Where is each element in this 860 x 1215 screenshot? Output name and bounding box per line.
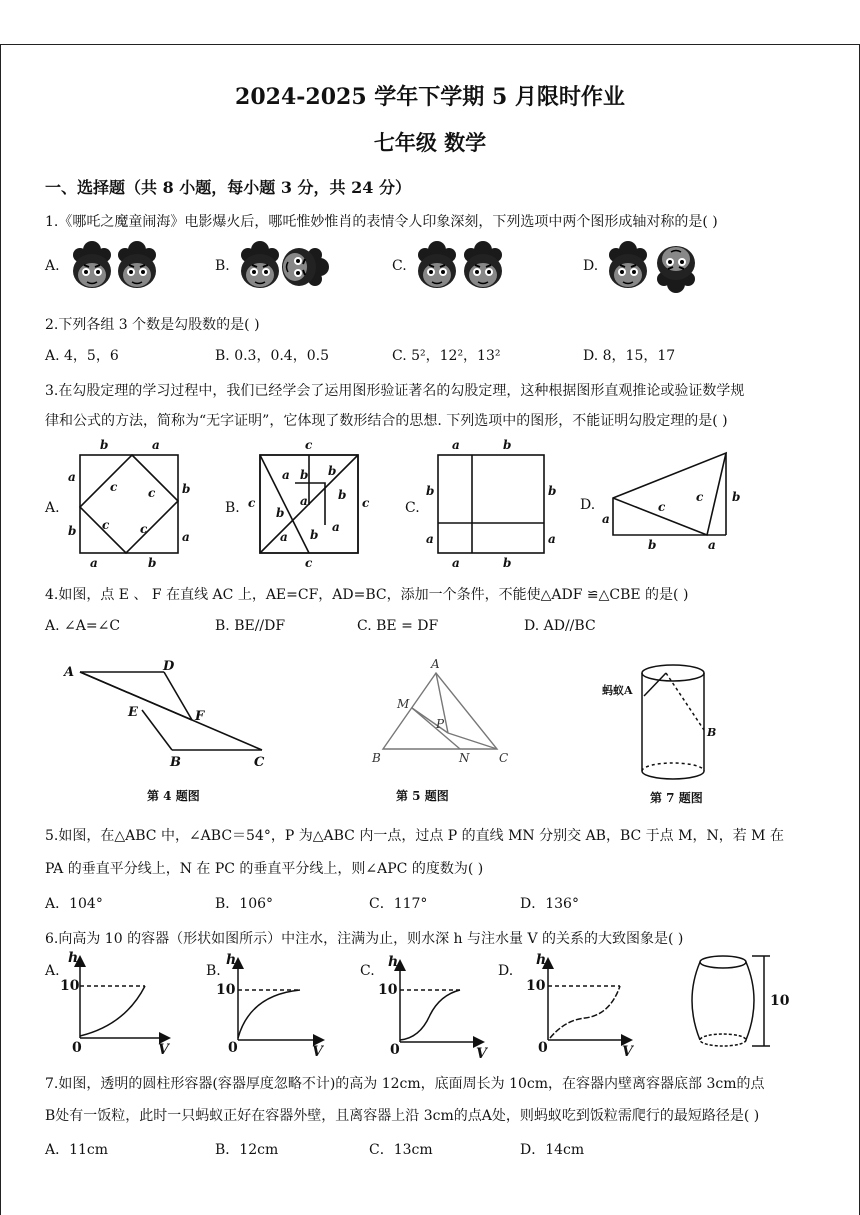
svg-text:b: b [182, 482, 191, 496]
q3-figures [0, 435, 860, 575]
face-icon-a1 [73, 241, 111, 288]
q5-option-b: B．106° [215, 896, 274, 912]
svg-text:0: 0 [538, 1040, 548, 1056]
svg-text:A: A [431, 657, 440, 671]
face-icon-d1 [609, 241, 647, 288]
svg-text:B: B [170, 755, 181, 770]
q1-option-a-label: A. [45, 258, 60, 274]
q6-option-a-label: A. [45, 963, 60, 979]
svg-text:a: a [332, 520, 340, 534]
question-3-line2: 律和公式的方法，简称为“无字证明”，它体现了数形结合的思想. 下列选项中的图形，不能证明勾股定理的是( ) [45, 413, 728, 429]
svg-text:a: a [152, 438, 160, 452]
svg-text:a: a [282, 468, 290, 482]
q1-faces-picture [0, 235, 860, 295]
q3-option-d-label: D. [580, 497, 596, 513]
face-icon-c1 [418, 241, 456, 288]
q6-graphs [0, 950, 860, 1065]
svg-text:b: b [648, 538, 657, 552]
svg-text:c: c [305, 438, 313, 452]
fig7-cylinder [642, 665, 704, 779]
svg-text:10: 10 [60, 978, 80, 994]
question-6-text: 6.向高为 10 的容器（形状如图所示）中注水，注满为止，则水深 h 与注水量 V 的关系的大致图象是( ) [45, 931, 684, 947]
fig5-caption: 第 5 题图 [396, 789, 449, 803]
svg-text:a: a [300, 494, 308, 508]
svg-text:a: a [182, 530, 190, 544]
svg-text:b: b [68, 524, 77, 538]
q3a-square [80, 455, 178, 553]
svg-text:C: C [499, 751, 509, 765]
q3a-inner-square [80, 455, 178, 553]
svg-text:B: B [372, 751, 381, 765]
svg-text:c: c [110, 480, 118, 494]
svg-text:a: a [68, 470, 76, 484]
page-subtitle: 七年级 数学 [373, 130, 487, 155]
question-5-line1: 5.如图，在△ABC 中，∠ABC＝54°，P 为△ABC 内一点，过点 P 的直线 MN 分别交 AB，BC 于点 M，N，若 M 在 [45, 828, 784, 844]
svg-text:c: c [305, 556, 313, 570]
q4-option-c: C. BE = DF [357, 618, 439, 634]
svg-text:a: a [452, 556, 460, 570]
fig7-caption: 第 7 题图 [650, 791, 703, 805]
svg-text:蚂蚁A: 蚂蚁A [602, 684, 633, 697]
svg-text:D: D [163, 659, 175, 674]
face-icon-c2 [464, 241, 502, 288]
q5-option-d: D．136° [520, 896, 579, 912]
q7-option-c: C．13cm [369, 1142, 433, 1158]
q5-option-a: A．104° [45, 896, 103, 912]
svg-text:c: c [148, 486, 156, 500]
svg-text:10: 10 [216, 982, 236, 998]
svg-text:a: a [90, 556, 98, 570]
svg-text:B: B [707, 726, 717, 739]
question-1-text: 1.《哪吒之魔童闹海》电影爆火后，哪吒惟妙惟肖的表情令人印象深刻，下列选项中两个图形成轴对称的是( ) [45, 214, 718, 230]
svg-text:V: V [476, 1046, 487, 1062]
face-icon-b2 [282, 248, 329, 286]
q3-option-b-label: B. [225, 500, 240, 516]
q4-option-b: B. BE//DF [215, 618, 286, 634]
svg-text:V: V [312, 1044, 323, 1060]
q7-option-b: B．12cm [215, 1142, 279, 1158]
svg-text:b: b [503, 438, 512, 452]
svg-text:10: 10 [770, 993, 790, 1009]
svg-text:b: b [100, 438, 109, 452]
face-icon-d2 [657, 246, 695, 293]
svg-text:M: M [397, 697, 410, 711]
svg-text:a: a [426, 532, 434, 546]
svg-text:0: 0 [228, 1040, 238, 1056]
face-icon-a2 [118, 241, 156, 288]
svg-text:h: h [68, 950, 79, 966]
svg-text:b: b [328, 464, 337, 478]
svg-text:c: c [696, 490, 704, 504]
q6-option-c-label: C. [360, 963, 375, 979]
svg-text:a: a [452, 438, 460, 452]
q6-option-d-label: D. [498, 963, 514, 979]
svg-text:a: a [548, 532, 556, 546]
question-7-line2: B处有一饭粒，此时一只蚂蚁正好在容器外壁，且离容器上沿 3cm的点A处，则蚂蚁吃到饭粒需爬行的最短路径是( ) [45, 1108, 760, 1124]
svg-text:N: N [459, 751, 470, 765]
svg-text:0: 0 [390, 1042, 400, 1058]
svg-text:b: b [310, 528, 319, 542]
svg-text:A: A [64, 665, 75, 680]
q2-option-b: B. 0.3，0.4，0.5 [215, 348, 329, 364]
svg-text:c: c [140, 522, 148, 536]
question-7-line1: 7.如图，透明的圆柱形容器(容器厚度忽略不计)的高为 12cm，底面周长为 10cm，在容器内壁离容器底部 3cm的点 [45, 1076, 765, 1092]
svg-text:b: b [732, 490, 741, 504]
svg-text:h: h [226, 952, 237, 968]
svg-text:V: V [158, 1042, 169, 1058]
svg-text:F: F [195, 709, 205, 724]
svg-text:P: P [436, 717, 445, 731]
q6-option-b-label: B. [206, 963, 221, 979]
svg-text:E: E [128, 705, 138, 720]
svg-text:b: b [338, 488, 347, 502]
q2-option-d: D. 8，15，17 [583, 348, 676, 364]
fig4-diagram [80, 672, 262, 750]
fig5-diagram [383, 673, 497, 749]
svg-text:c: c [362, 496, 370, 510]
face-icon-b1 [241, 241, 279, 288]
svg-text:a: a [280, 530, 288, 544]
svg-text:b: b [426, 484, 435, 498]
q4-option-a: A. ∠A=∠C [45, 618, 121, 634]
fig4-caption: 第 4 题图 [147, 789, 200, 803]
question-4-text: 4.如图，点 E 、 F 在直线 AC 上，AE=CF，AD=BC，添加一个条件，不能使△ADF ≌△CBE 的是( ) [45, 587, 689, 603]
page-frame-top [0, 44, 860, 45]
svg-text:a: a [602, 512, 610, 526]
question-5-line2: PA 的垂直平分线上，N 在 PC 的垂直平分线上，则∠APC 的度数为( ) [45, 861, 484, 877]
svg-text:c: c [248, 496, 256, 510]
svg-text:h: h [536, 952, 547, 968]
svg-text:h: h [388, 954, 399, 970]
svg-text:b: b [503, 556, 512, 570]
page-title: 2024-2025 学年下学期 5 月限时作业 [235, 84, 625, 110]
svg-text:V: V [622, 1044, 633, 1060]
svg-text:b: b [276, 506, 285, 520]
q1-option-d-label: D. [583, 258, 599, 274]
svg-text:c: c [658, 500, 666, 514]
svg-text:10: 10 [378, 982, 398, 998]
q1-option-b-label: B. [215, 258, 230, 274]
figures-row-4-5-7 [0, 650, 860, 810]
q4-option-d: D. AD//BC [524, 618, 596, 634]
q3-option-a-label: A. [45, 500, 60, 516]
question-3-line1: 3.在勾股定理的学习过程中，我们已经学会了运用图形验证著名的勾股定理，这种根据图形直观推论或验证数学规 [45, 383, 745, 399]
q7-option-a: A．11cm [45, 1142, 109, 1158]
svg-text:0: 0 [72, 1040, 82, 1056]
q1-option-c-label: C. [392, 258, 407, 274]
svg-text:C: C [254, 755, 265, 770]
svg-text:b: b [148, 556, 157, 570]
q2-option-c: C. 5²，12²，13² [392, 348, 501, 364]
section-heading: 一、选择题（共 8 小题，每小题 3 分，共 24 分） [45, 178, 411, 197]
q7-option-d: D．14cm [520, 1142, 585, 1158]
question-2-text: 2.下列各组 3 个数是勾股数的是( ) [45, 317, 260, 333]
svg-text:10: 10 [526, 978, 546, 994]
svg-text:a: a [708, 538, 716, 552]
svg-text:c: c [102, 518, 110, 532]
q2-option-a: A. 4，5，6 [45, 348, 119, 364]
q5-option-c: C．117° [369, 896, 428, 912]
svg-text:b: b [548, 484, 557, 498]
svg-text:b: b [300, 468, 309, 482]
q3-option-c-label: C. [405, 500, 420, 516]
